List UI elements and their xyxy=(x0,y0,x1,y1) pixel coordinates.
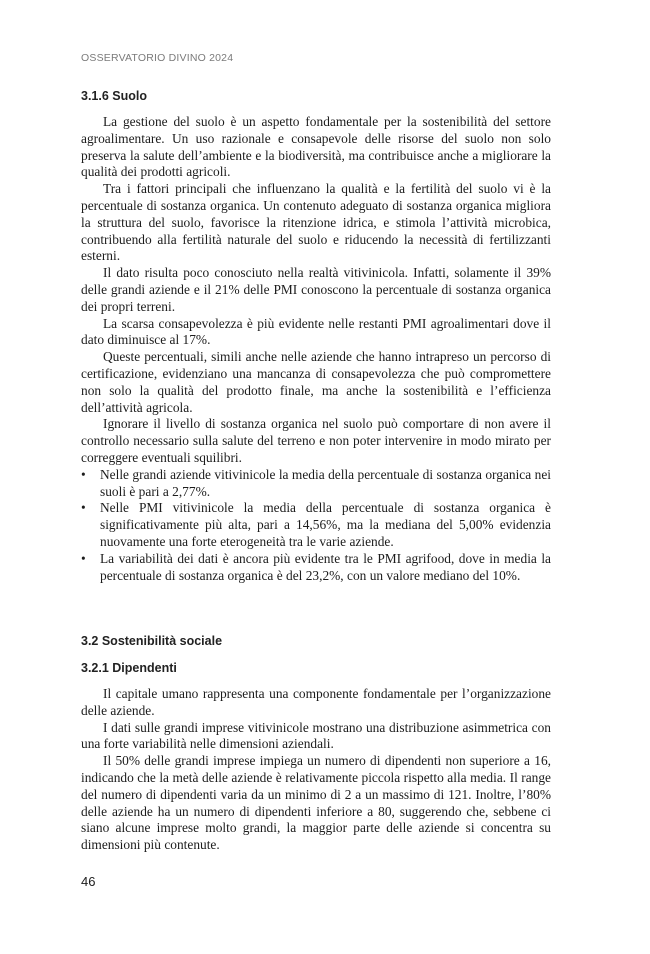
section-heading-sostenibilita-sociale: 3.2 Sostenibilità sociale xyxy=(81,634,223,648)
paragraph: Il 50% delle grandi imprese impiega un numero di dipendenti non superiore a 16, indicando che la metà delle aziende è relativamente piccola rispetto alla media. Il range del numero di dipendenti varia da un minimo di 2 a un massimo di 121. Inoltre, l’80% delle aziende ha un numero di dipendenti inferiore a 80, suggerendo che, sebbene ci siano alcune imprese molto grandi, la maggior parte delle aziende si concentra su dimensioni più contenute. xyxy=(81,753,551,853)
bullet-dot: • xyxy=(81,500,86,516)
section-3-2-1 xyxy=(81,661,551,675)
bullet-item xyxy=(81,500,551,550)
paragraph: Il capitale umano rappresenta una componente fondamentale per l’organizzazione delle aziende. xyxy=(81,686,551,718)
paragraph: Il dato risulta poco conosciuto nella realtà vitivinicola. Infatti, solamente il 39% delle grandi aziende e il 21% delle PMI conoscono la percentuale di sostanza organica dei propri terreni. xyxy=(81,265,551,314)
section-3-2-1-body xyxy=(81,686,551,854)
section-heading-suolo: 3.1.6 Suolo xyxy=(81,89,147,103)
bullet-list xyxy=(81,467,551,585)
section-3-1-6 xyxy=(81,89,551,103)
running-head: OSSERVATORIO DIVINO 2024 xyxy=(81,52,234,64)
paragraph: I dati sulle grandi imprese vitivinicole mostrano una distribuzione asimmetrica con una forte variabilità nelle dimensioni aziendali. xyxy=(81,719,551,752)
bullet-dot: • xyxy=(81,550,86,566)
bullet-item xyxy=(81,551,551,585)
paragraph: Queste percentuali, simili anche nelle aziende che hanno intrapreso un percorso di certificazione, evidenziano una mancanza di consapevolezza che può compromettere non solo la qualità del prodotto finale, ma anche la sostenibilità e l’efficienza dell’attività agricola. xyxy=(81,349,551,415)
paragraph: La gestione del suolo è un aspetto fondamentale per la sostenibilità del settore agroalimentare. Un uso razionale e consapevole delle risorse del suolo non solo preserva la salute dell’ambiente e la biodiversità, ma contribuisce anche a migliorare la qualità dei prodotti agricoli. xyxy=(81,114,551,180)
section-3-1-6-body xyxy=(81,114,551,584)
section-heading-dipendenti: 3.2.1 Dipendenti xyxy=(81,661,177,675)
section-3-2 xyxy=(81,634,551,648)
bullet-text: Nelle grandi aziende vitivinicole la media della percentuale di sostanza organica nei suoli è pari a 2,77%. xyxy=(100,466,551,499)
paragraph: Tra i fattori principali che influenzano la qualità e la fertilità del suolo vi è la percentuale di sostanza organica. Un contenuto adeguato di sostanza organica migliora la struttura del suolo, favorisce la ritenzione idrica, e stimola l’attività microbica, contribuendo alla fertilità naturale del suolo e riducendo la necessità di fertilizzanti esterni. xyxy=(81,181,551,264)
page-number: 46 xyxy=(81,874,96,889)
bullet-item xyxy=(81,467,551,501)
paragraph: La scarsa consapevolezza è più evidente nelle restanti PMI agroalimentari dove il dato diminuisce al 17%. xyxy=(81,315,551,348)
bullet-dot: • xyxy=(81,466,86,482)
bullet-text: Nelle PMI vitivinicole la media della percentuale di sostanza organica è significativamente più alta, pari a 14,56%, ma la mediana del 5,00% evidenzia nuovamente una forte eterogeneità tra le varie aziende. xyxy=(100,500,551,549)
bullet-text: La variabilità dei dati è ancora più evidente tra le PMI agrifood, dove in media la percentuale di sostanza organica è del 23,2%, con un valore mediano del 10%. xyxy=(100,550,551,583)
paragraph: Ignorare il livello di sostanza organica nel suolo può comportare di non avere il controllo necessario sulla salute del terreno e non poter intervenire in modo mirato per correggere eventuali squilibri. xyxy=(81,416,551,465)
